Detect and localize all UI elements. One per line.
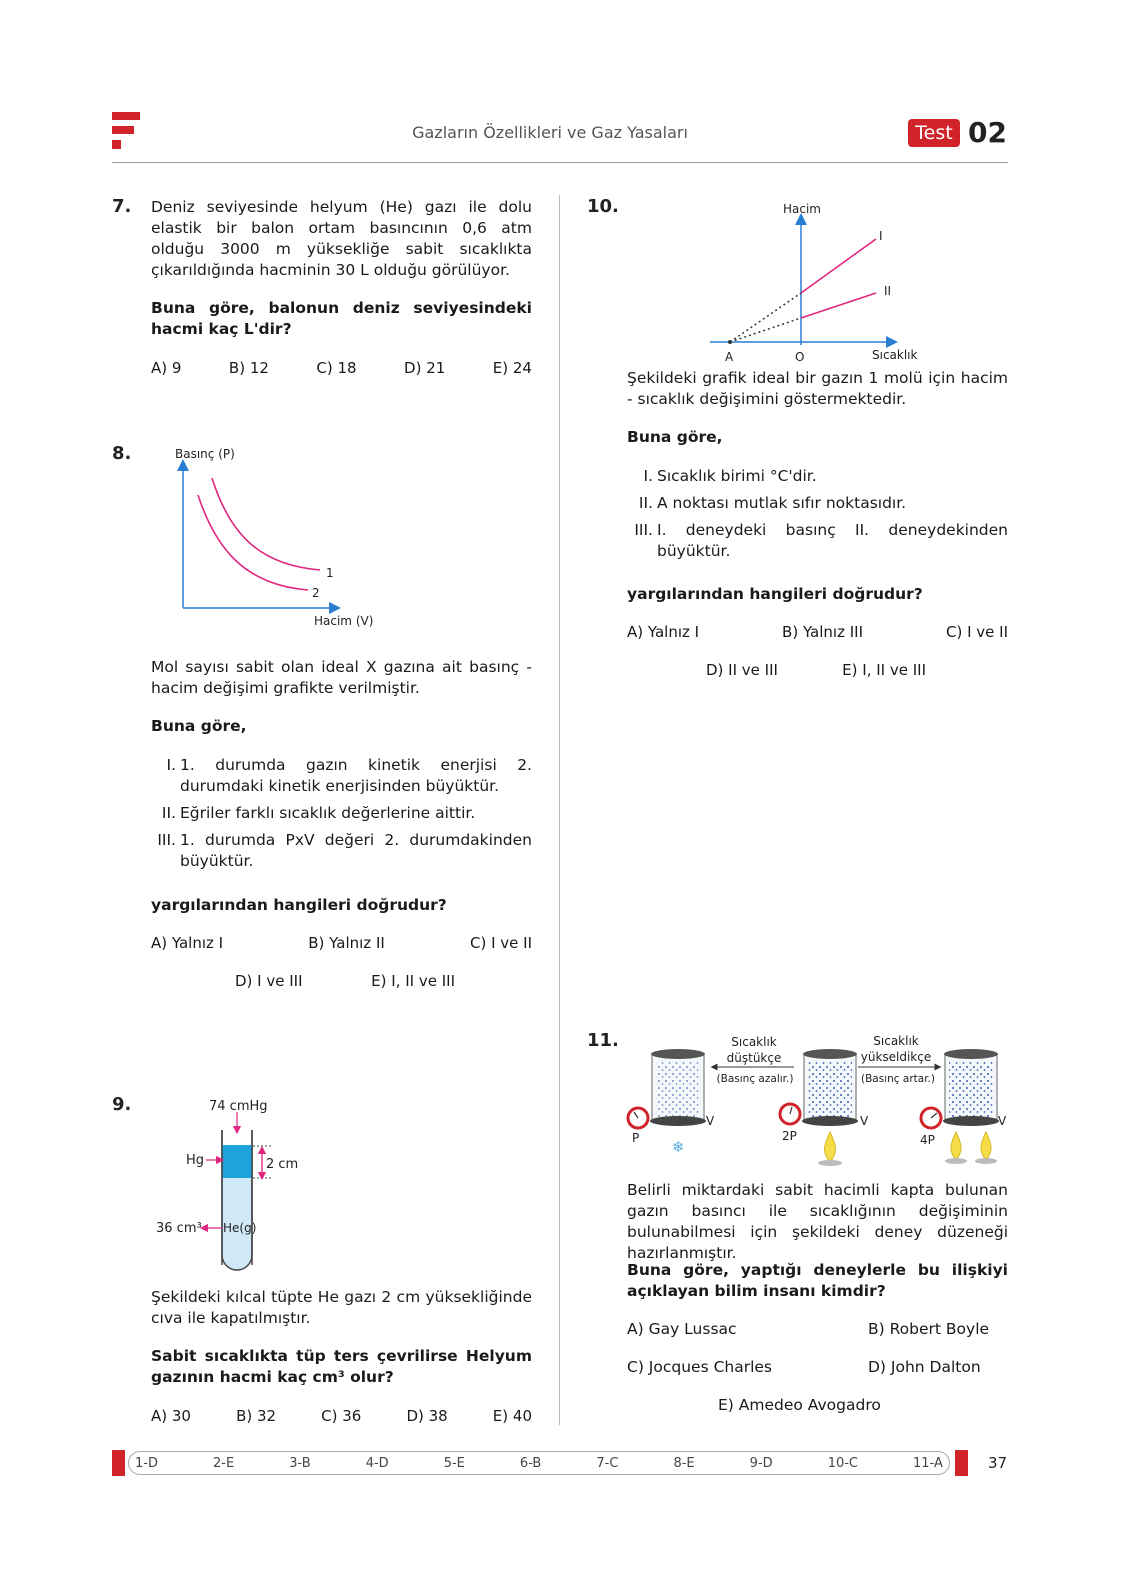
answer-key: [128, 1451, 950, 1475]
option-d[interactable]: D) II ve III: [706, 661, 778, 679]
question-intro: Buna göre,: [627, 428, 723, 446]
brand-logo: [112, 112, 142, 152]
option-b[interactable]: B) Yalnız III: [782, 623, 864, 641]
answer-item: 8-E: [673, 1455, 695, 1471]
answer-item: 1-D: [135, 1455, 158, 1471]
volume-label: V: [860, 1114, 869, 1128]
volume-label: V: [998, 1114, 1007, 1128]
statement-item: I. Sıcaklık birimi °C'dir.: [643, 467, 817, 485]
chapter-title: Gazların Özellikleri ve Gaz Yasaları: [412, 123, 688, 142]
answer-bar-accent: [955, 1450, 968, 1476]
volume-temperature-graph: [700, 195, 930, 370]
gas-container-experiment-figure: [622, 1030, 1012, 1175]
option-e[interactable]: E) Amedeo Avogadro: [718, 1396, 881, 1414]
answer-bar-accent: [112, 1450, 125, 1476]
y-axis-label: Hacim: [783, 202, 821, 216]
volume-label: 36 cm³: [156, 1221, 202, 1236]
question-text: Belirli miktardaki sabit hacimli kapta bulunan gazın basıncı ile sıcaklığının değişiminin bulunabilmesi için şekildeki deney düzeneği hazırlanmıştır.: [627, 1181, 1008, 1262]
line-2-label: II: [884, 284, 892, 298]
option-a[interactable]: A) 9: [151, 359, 182, 377]
question-number: 8.: [112, 443, 132, 464]
answer-options: [151, 359, 532, 377]
pressure-label: 74 cmHg: [209, 1099, 268, 1114]
option-a[interactable]: A) 30: [151, 1407, 191, 1425]
answer-item: 3-B: [289, 1455, 311, 1471]
x-axis-label: Hacim (V): [314, 614, 374, 628]
curve-1-label: 1: [326, 566, 334, 580]
question-prompt: yargılarından hangileri doğrudur?: [627, 585, 923, 603]
statement-list: [625, 466, 1008, 568]
column-divider: [559, 195, 560, 1425]
answer-options-row2: [706, 661, 926, 679]
right-arrow-label: Sıcaklık: [873, 1034, 919, 1048]
question-prompt: Sabit sıcaklıkta tüp ters çevrilirse Helyum gazının hacmi kaç cm³ olur?: [151, 1347, 532, 1386]
option-b[interactable]: B) Robert Boyle: [868, 1320, 990, 1338]
curve-2-label: 2: [312, 586, 320, 600]
answer-item: 11-A: [913, 1455, 943, 1471]
y-axis-label: Basınç (P): [175, 447, 235, 461]
option-a[interactable]: A) Gay Lussac: [627, 1320, 737, 1338]
statement-item: II. Eğriler farklı sıcaklık değerlerine aittir.: [161, 804, 476, 822]
answer-item: 2-E: [213, 1455, 235, 1471]
option-e[interactable]: E) 40: [492, 1407, 532, 1425]
question-prompt: Buna göre, yaptığı deneylerle bu ilişkiyi açıklayan bilim insanı kimdir?: [627, 1261, 1008, 1300]
question-number: 11.: [587, 1030, 619, 1051]
container-high-temp: [943, 1049, 999, 1126]
question-text: Şekildeki grafik ideal bir gazın 1 molü için hacim - sıcaklık değişimini göstermektedir.: [627, 369, 1008, 408]
statement-item: I. 1. durumda gazın kinetik enerjisi 2. durumdaki kinetik enerjisinden büyüktür.: [166, 756, 532, 795]
container-mid-temp: [802, 1049, 858, 1126]
hg-label: Hg: [186, 1153, 205, 1168]
answer-options-row2: [235, 972, 455, 990]
question-number: 9.: [112, 1094, 132, 1115]
pressure-p-label: P: [632, 1131, 640, 1145]
option-c[interactable]: C) 18: [316, 359, 357, 377]
answer-options-row1: [151, 934, 532, 952]
left-arrow-label: Sıcaklık: [731, 1035, 777, 1049]
statement-item: II. A noktası mutlak sıfır noktasıdır.: [638, 494, 907, 512]
gas-label: He(g): [223, 1221, 257, 1235]
test-number: 02: [968, 116, 1007, 149]
pressure-2p-label: 2P: [782, 1129, 797, 1143]
flame-icon: [981, 1132, 991, 1160]
option-b[interactable]: B) 12: [228, 359, 269, 377]
question-prompt: Buna göre, balonun deniz seviyesindeki hacmi kaç L'dir?: [151, 299, 532, 338]
option-c[interactable]: C) I ve II: [945, 623, 1008, 641]
option-c[interactable]: C) I ve II: [469, 934, 532, 952]
option-b[interactable]: B) 32: [236, 1407, 277, 1425]
flame-icon: [825, 1132, 836, 1162]
answer-item: 4-D: [365, 1455, 389, 1471]
snowflake-icon: ❄: [672, 1138, 685, 1156]
option-d[interactable]: D) 38: [406, 1407, 448, 1425]
left-arrow-note: (Basınç azalır.): [716, 1073, 794, 1085]
option-b[interactable]: B) Yalnız II: [308, 934, 385, 952]
right-arrow-label: yükseldikçe: [860, 1050, 932, 1064]
point-o-label: O: [795, 350, 805, 364]
right-arrow-note: (Basınç artar.): [861, 1073, 935, 1085]
header-rule: [112, 162, 1008, 163]
answer-options: [151, 1407, 532, 1425]
capillary-tube-figure: [150, 1090, 350, 1280]
pressure-4p-label: 4P: [920, 1133, 935, 1147]
point-a-label: A: [725, 350, 734, 364]
statement-list: [148, 755, 532, 878]
line-1-label: I: [879, 229, 883, 243]
question-text: Deniz seviyesinde helyum (He) gazı ile dolu elastik bir balon ortam basıncının 0,6 atm olduğu 3000 m yüksekliğe sabit sıcaklıkta çıkarıldığında hacminin 30 L olduğu görülüyor.: [151, 198, 532, 279]
option-e[interactable]: E) I, II ve III: [371, 972, 455, 990]
question-prompt: yargılarından hangileri doğrudur?: [151, 896, 447, 914]
left-arrow-label: düştükçe: [726, 1051, 782, 1065]
answer-item: 7-C: [596, 1455, 619, 1471]
height-label: 2 cm: [266, 1157, 299, 1172]
question-text: Şekildeki kılcal tüpte He gazı 2 cm yüksekliğinde cıva ile kapatılmıştır.: [151, 1288, 532, 1327]
statement-item: III. I. deneydeki basınç II. deneydekinden büyüktür.: [634, 521, 1008, 560]
question-intro: Buna göre,: [151, 717, 247, 735]
volume-label: V: [706, 1114, 715, 1128]
answer-item: 9-D: [749, 1455, 773, 1471]
option-d[interactable]: D) 21: [404, 359, 446, 377]
page-number: 37: [988, 1454, 1008, 1472]
option-d[interactable]: D) I ve III: [235, 972, 303, 990]
answer-options-row1: [627, 623, 1008, 641]
question-text: Mol sayısı sabit olan ideal X gazına ait basınç - hacim değişimi grafikte verilmiştir.: [151, 658, 532, 697]
statement-item: III. 1. durumda PxV değeri 2. durumdakinden büyüktür.: [157, 831, 532, 870]
option-d[interactable]: D) John Dalton: [868, 1358, 981, 1376]
flame-icon: [951, 1132, 961, 1160]
question-number: 10.: [587, 196, 619, 217]
option-a[interactable]: A) Yalnız I: [151, 934, 224, 952]
option-e[interactable]: E) 24: [492, 359, 532, 377]
option-a[interactable]: A) Yalnız I: [627, 623, 700, 641]
pressure-volume-graph: [150, 440, 390, 635]
option-e[interactable]: E) I, II ve III: [842, 661, 926, 679]
x-axis-label: Sıcaklık: [872, 348, 918, 362]
test-badge: Test: [908, 119, 960, 147]
answer-item: 10-C: [827, 1455, 858, 1471]
option-c[interactable]: C) 36: [321, 1407, 362, 1425]
answer-item: 5-E: [443, 1455, 465, 1471]
option-c[interactable]: C) Jocques Charles: [627, 1358, 773, 1376]
question-number: 7.: [112, 196, 132, 217]
container-low-temp: [650, 1049, 706, 1126]
answer-item: 6-B: [519, 1455, 542, 1471]
